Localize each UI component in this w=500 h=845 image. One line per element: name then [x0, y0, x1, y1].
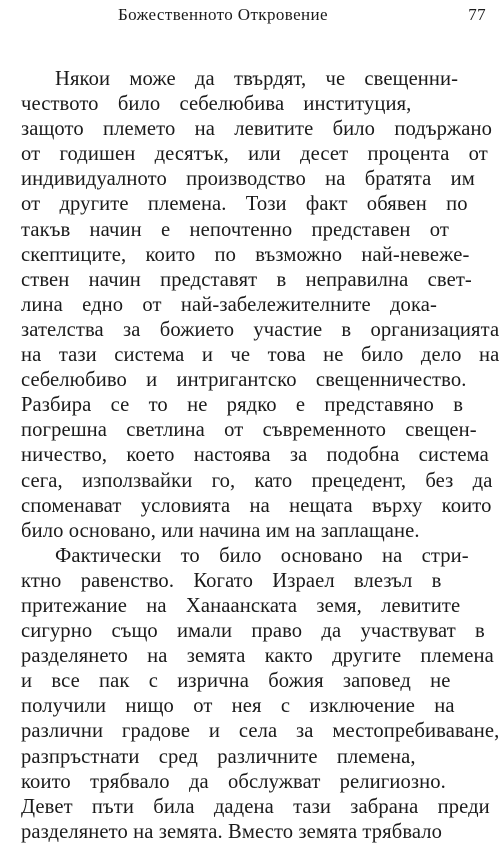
text-line: чеството било себелюбива институция, — [21, 93, 412, 116]
text-line: различни градове и села за местопребиваване, — [21, 720, 500, 743]
text-line: сега, използвайки го, като прецедент, без да — [21, 469, 493, 492]
text-line: от другите племена. Този факт обявен по — [21, 193, 468, 216]
text-line: себелюбиво и интригантско свещенничество. — [21, 369, 467, 392]
text-line: ствен начин представят в неправилна свет- — [21, 268, 472, 291]
text-line: притежание на Ханаанската земя, левитите — [21, 594, 461, 617]
text-line: зателства за божието участие в организацията — [21, 318, 500, 341]
text-line: и все пак с изрична божия заповед не — [21, 670, 451, 693]
text-line: такъв начин е непочтенно представен от — [21, 218, 449, 241]
text-line: Някои може да твърдят, че свещенни- — [55, 68, 459, 90]
text-line: разделянето на земята както другите племена — [21, 645, 494, 668]
page-number: 77 — [468, 5, 486, 24]
text-line: лина едно от най-забележителните дока- — [21, 293, 437, 316]
running-title: Божественното Откровение — [118, 5, 328, 24]
body-text — [21, 67, 499, 845]
text-line: защото племето на левитите било подържано — [21, 118, 493, 141]
running-header — [24, 4, 486, 26]
text-line: Разбира се то не рядко е представяно в — [21, 394, 464, 417]
text-line: Фактически то било основано на стри- — [55, 544, 469, 567]
text-line: получили нищо от нея с изключение на — [21, 695, 455, 718]
paragraph-1 — [21, 67, 499, 544]
text-line: които трябвало да обслужват религиозно. — [21, 770, 446, 793]
text-line: Девет пъти била дадена тази забрана преди — [21, 795, 490, 818]
text-line: погрешна светлина от съвременното свещен- — [21, 419, 477, 442]
paragraph-2 — [21, 544, 499, 845]
text-line: на тази система и че това не било дело на — [21, 344, 500, 367]
text-line: ктно равенство. Когато Израел влезъл в — [21, 569, 442, 592]
text-line: сигурно също имали право да участвуват в — [21, 620, 485, 643]
text-line: разпръстнати сред различните племена, — [21, 745, 416, 768]
text-line: скептиците, които по възможно най-невеже- — [21, 243, 470, 266]
text-line: споменават условията на нещата върху които — [21, 494, 492, 517]
text-line: било основано, или начина им на заплащане. — [21, 519, 420, 542]
text-line: от годишен десятък, или десет процента от — [21, 143, 488, 166]
text-line: индивидуалното производство на братята им — [21, 168, 475, 191]
text-line: ничество, което настоява за подобна система — [21, 444, 489, 467]
text-line: разделянето на земята. Вместо земята трябвало — [21, 820, 443, 843]
